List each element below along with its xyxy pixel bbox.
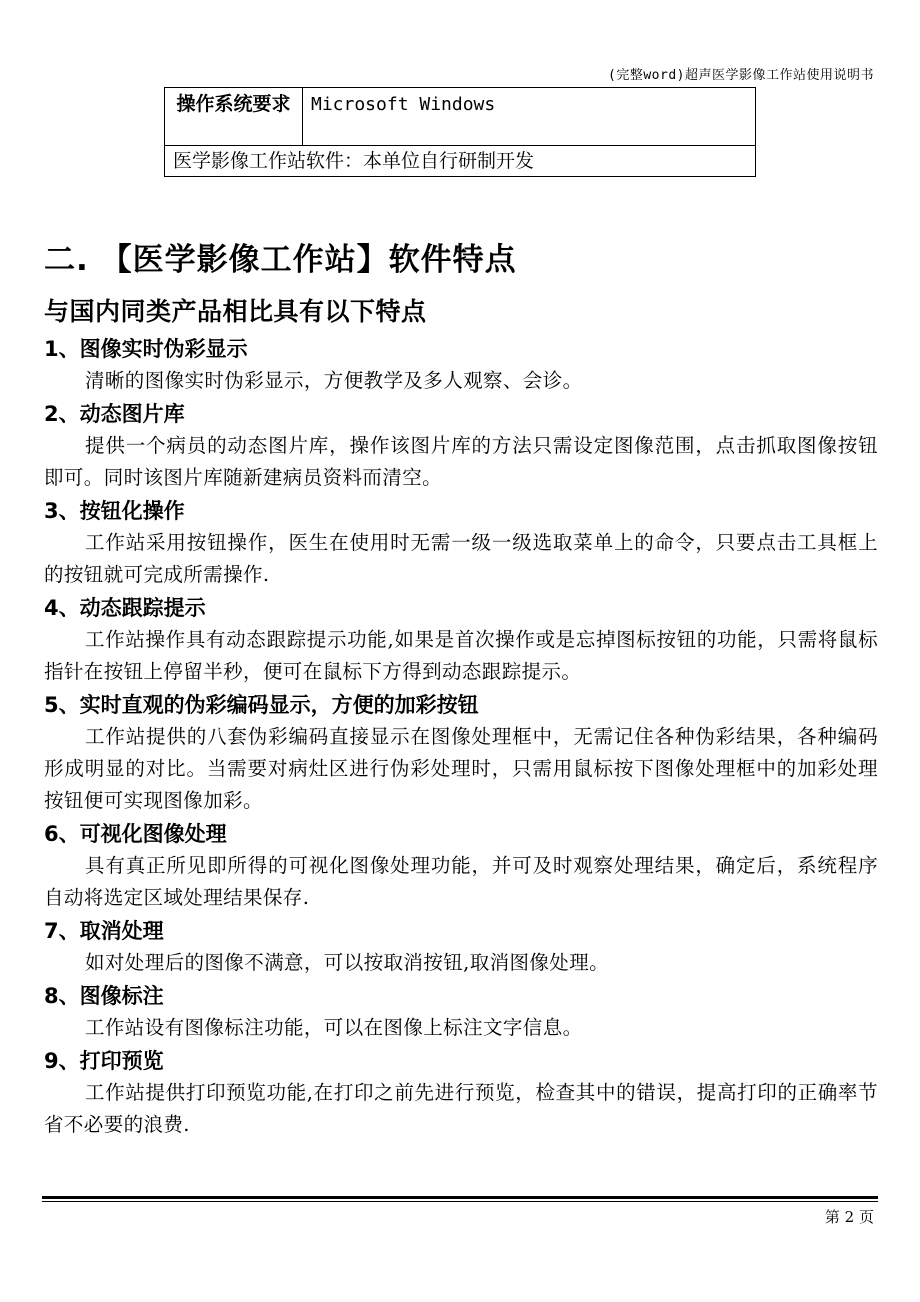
os-requirement-value: Microsoft Windows: [303, 88, 756, 146]
feature-item-2: [44, 399, 878, 494]
feature-title: 6、可视化图像处理: [44, 822, 227, 846]
feature-body: 工作站提供的八套伪彩编码直接显示在图像处理框中，无需记住各种伪彩结果，各种编码形成明显的对比。当需要对病灶区进行伪彩处理时，只需用鼠标按下图像处理框中的加彩处理按钮便可实现图像加彩。: [44, 725, 878, 812]
feature-body: 工作站提供打印预览功能,在打印之前先进行预览，检查其中的错误，提高打印的正确率节省不必要的浪费.: [44, 1081, 878, 1136]
footer-divider-thin: [42, 1201, 878, 1202]
spec-row-os: [165, 88, 756, 146]
feature-body: 工作站设有图像标注功能，可以在图像上标注文字信息。: [85, 1016, 583, 1039]
feature-title: 4、动态跟踪提示: [44, 596, 206, 620]
footer-divider-thick: [42, 1196, 878, 1199]
feature-item-6: [44, 819, 878, 914]
feature-title: 7、取消处理: [44, 919, 164, 943]
feature-item-1: [44, 334, 878, 397]
os-requirement-label: 操作系统要求: [165, 88, 303, 146]
feature-title: 1、图像实时伪彩显示: [44, 337, 248, 361]
feature-title: 2、动态图片库: [44, 402, 185, 426]
feature-item-9: [44, 1046, 878, 1141]
section-heading: 二. 【医学影像工作站】软件特点: [44, 242, 517, 278]
features-content: [44, 234, 878, 1141]
feature-item-3: [44, 496, 878, 591]
feature-title: 3、按钮化操作: [44, 499, 185, 523]
spec-row-software: [165, 146, 756, 177]
feature-body: 工作站采用按钮操作，医生在使用时无需一级一级选取菜单上的命令，只要点击工具框上的按钮就可完成所需操作.: [44, 531, 878, 586]
section-subheading: 与国内同类产品相比具有以下特点: [44, 297, 427, 326]
feature-title: 8、图像标注: [44, 984, 164, 1008]
feature-body: 如对处理后的图像不满意，可以按取消按钮,取消图像处理。: [85, 951, 609, 974]
feature-item-5: [44, 690, 878, 817]
feature-body: 提供一个病员的动态图片库，操作该图片库的方法只需设定图像范围，点击抓取图像按钮即可。同时该图片库随新建病员资料而清空。: [44, 434, 878, 489]
feature-body: 工作站操作具有动态跟踪提示功能,如果是首次操作或是忘掉图标按钮的功能，只需将鼠标指针在按钮上停留半秒，便可在鼠标下方得到动态跟踪提示。: [44, 628, 878, 683]
page-number: 第 2 页: [824, 1208, 874, 1226]
feature-item-4: [44, 593, 878, 688]
software-info-cell: 医学影像工作站软件：本单位自行研制开发: [165, 146, 756, 177]
feature-title: 9、打印预览: [44, 1049, 164, 1073]
spec-table: [164, 87, 756, 177]
feature-item-7: [44, 916, 878, 979]
feature-body: 具有真正所见即所得的可视化图像处理功能，并可及时观察处理结果，确定后，系统程序自动将选定区域处理结果保存.: [44, 854, 878, 909]
feature-item-8: [44, 981, 878, 1044]
feature-body: 清晰的图像实时伪彩显示，方便教学及多人观察、会诊。: [85, 369, 583, 392]
document-header-title: (完整word)超声医学影像工作站使用说明书: [608, 68, 874, 83]
feature-title: 5、实时直观的伪彩编码显示，方便的加彩按钮: [44, 693, 479, 717]
